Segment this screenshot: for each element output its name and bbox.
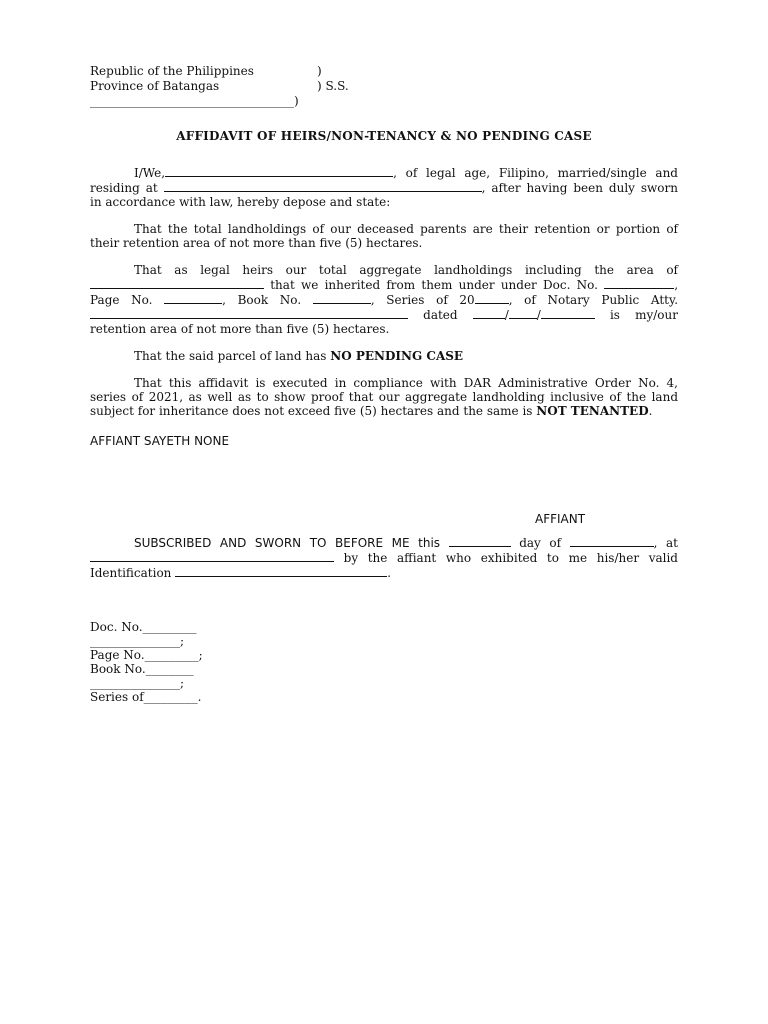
- jurat-text-b: day of: [519, 536, 562, 550]
- paragraph-no-pending-case: [90, 349, 678, 363]
- para1-text-a: I/We,: [134, 166, 166, 180]
- dated-year-blank[interactable]: [541, 307, 595, 319]
- book-no-blank[interactable]: [313, 292, 371, 304]
- dated-day-blank[interactable]: [509, 307, 537, 319]
- name-blank[interactable]: [165, 165, 393, 177]
- paragraph-retention: That the total landholdings of our deceased parents are their retention or portion of their retention area of not more than five (5) hectares.: [90, 222, 678, 250]
- para3-text-d: , Book No.: [222, 293, 302, 307]
- jurat-day-blank[interactable]: [449, 535, 511, 547]
- para3-text-i: /: [536, 308, 541, 322]
- notary-series: Series of_________.: [90, 690, 202, 704]
- jurat-text-a: SUBSCRIBED AND SWORN TO BEFORE ME this: [134, 536, 441, 550]
- jurat-text-e: by the affiant who exhibited to me his/her valid Identification: [90, 551, 678, 580]
- header-rule-line: __________________________________): [90, 94, 299, 108]
- notary-name-blank[interactable]: [90, 307, 408, 319]
- para3-text-g: dated: [423, 308, 458, 322]
- series-blank[interactable]: [475, 292, 509, 304]
- residence-blank[interactable]: [164, 180, 482, 192]
- header-republic-paren: ): [317, 64, 322, 78]
- notary-page-no: Page No._________;: [90, 648, 203, 662]
- affiant-signature-label: AFFIANT: [535, 512, 586, 526]
- affidavit-document: [90, 64, 678, 704]
- jurat-place-blank[interactable]: [90, 550, 334, 562]
- paragraph-jurat: [90, 535, 678, 580]
- header-republic: Republic of the Philippines: [90, 64, 254, 78]
- header-province-paren: ) S.S.: [317, 79, 349, 93]
- area-blank[interactable]: [90, 277, 264, 289]
- para3-text-c: , Page No.: [90, 278, 679, 307]
- para3-text-a: That as legal heirs our total aggregate landholdings including the area of: [134, 263, 678, 277]
- header-rule-row: [90, 94, 678, 109]
- para5-text-c: .: [648, 404, 653, 418]
- notary-book-no: Book No.________: [90, 662, 194, 676]
- header-province-row: [90, 79, 678, 94]
- para5-text-a: That this affidavit is executed in compliance with DAR Administrative Order No. 4, series of 2021, as well as to show proof that our aggregate landholding inclusive of the land subject for inheritance does not exceed five (5) hectares and the same is: [90, 376, 678, 418]
- notary-doc-no: Doc. No._________: [90, 620, 197, 634]
- jurat-text-f: .: [387, 566, 392, 580]
- para3-text-j: is my/our retention area of not more than five (5) hectares.: [90, 308, 678, 336]
- document-title: AFFIDAVIT OF HEIRS/NON-TENANCY & NO PENDING CASE: [176, 129, 592, 143]
- identification-blank[interactable]: [175, 565, 387, 577]
- notary-rule-2: _______________;: [90, 676, 185, 690]
- para1-text-c: , after having been duly sworn in accordance with law, hereby depose and state:: [90, 181, 678, 209]
- para4-text-a: That the said parcel of land has: [134, 349, 327, 363]
- dated-month-blank[interactable]: [473, 307, 505, 319]
- affiant-sayeth-none: AFFIANT SAYETH NONE: [90, 434, 230, 448]
- para3-text-f: , of Notary Public Atty.: [508, 293, 679, 307]
- para3-text-h: /: [504, 308, 509, 322]
- page-no-blank[interactable]: [164, 292, 222, 304]
- not-tenanted-emphasis: NOT TENANTED: [536, 404, 649, 418]
- paragraph-compliance: [90, 376, 678, 418]
- jurat-month-blank[interactable]: [570, 535, 654, 547]
- jurat-text-d: at: [665, 536, 678, 550]
- header-republic-row: [90, 64, 678, 79]
- para3-text-e: , Series of 20: [370, 293, 475, 307]
- paragraph-legal-heirs: [90, 263, 678, 336]
- para3-text-b: that we inherited from them under under Doc. No.: [270, 278, 598, 292]
- header-province: Province of Batangas: [90, 79, 220, 93]
- para1-text-b: , of legal age, Filipino, married/single and residing at: [90, 166, 678, 195]
- jurat-text-c: ,: [653, 536, 658, 550]
- no-pending-case-emphasis: NO PENDING CASE: [330, 349, 464, 363]
- paragraph-affiant-identity: [90, 165, 678, 209]
- notarial-register: [90, 620, 678, 704]
- doc-no-blank[interactable]: [604, 277, 674, 289]
- notary-rule-1: _______________;: [90, 634, 185, 648]
